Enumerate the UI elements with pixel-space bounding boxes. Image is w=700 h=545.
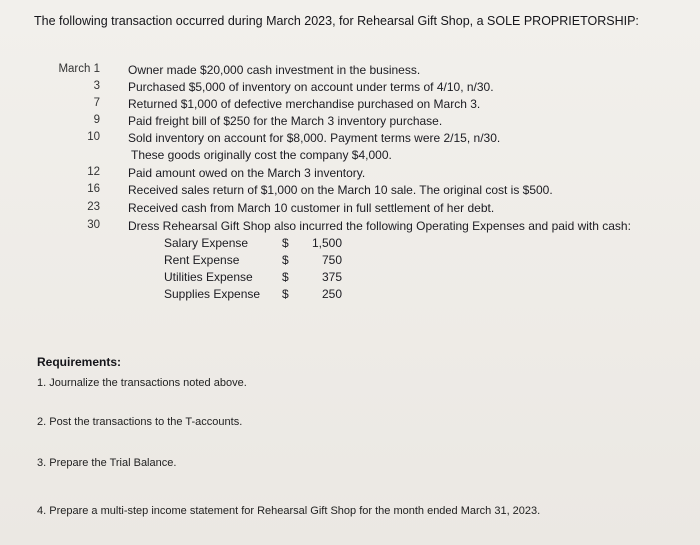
transaction-date: 16 [87, 183, 100, 195]
transaction-text: Received cash from March 10 customer in full settlement of her debt. [128, 201, 495, 215]
expense-amount: 1,500 [311, 236, 342, 250]
expense-label: Rent Expense [164, 253, 240, 267]
transaction-text: Sold inventory on account for $8,000. Payment terms were 2/15, n/30. [128, 131, 501, 145]
expense-label: Salary Expense [164, 236, 249, 250]
transaction-date: 7 [93, 97, 100, 109]
transaction-text: Purchased $5,000 of inventory on account under terms of 4/10, n/30. [128, 80, 494, 94]
transaction-date: 3 [93, 80, 100, 92]
transaction-date: 10 [87, 131, 100, 143]
transaction-date: 30 [87, 219, 100, 231]
expense-currency: $ [282, 253, 289, 267]
problem-title: The following transaction occurred during March 2023, for Rehearsal Gift Shop, a SOLE PROPRIETORSHIP: [34, 14, 639, 28]
expense-label: Utilities Expense [164, 270, 253, 284]
requirement-item: 3. Prepare the Trial Balance. [37, 457, 177, 469]
requirement-item: 2. Post the transactions to the T-accounts. [37, 416, 243, 428]
expense-label: Supplies Expense [164, 287, 261, 301]
transaction-text: Paid freight bill of $250 for the March 3 inventory purchase. [128, 114, 443, 128]
transaction-date: March 1 [58, 63, 100, 75]
requirements-heading: Requirements: [37, 355, 122, 369]
expense-currency: $ [282, 287, 289, 301]
transaction-text: Owner made $20,000 cash investment in the business. [128, 63, 421, 77]
transaction-text: Paid amount owed on the March 3 inventory. [128, 166, 366, 180]
transaction-text: Returned $1,000 of defective merchandise purchased on March 3. [128, 97, 481, 111]
requirement-item: 4. Prepare a multi-step income statement for Rehearsal Gift Shop for the month ended March 31, 2023. [37, 505, 541, 517]
expense-currency: $ [282, 270, 289, 284]
expense-amount: 250 [321, 287, 342, 301]
expense-currency: $ [282, 236, 289, 250]
transaction-text: Dress Rehearsal Gift Shop also incurred the following Operating Expenses and paid with cash: [128, 219, 631, 233]
transaction-text: These goods originally cost the company $4,000. [131, 148, 392, 162]
requirement-item: 1. Journalize the transactions noted above. [37, 377, 247, 389]
transaction-date: 12 [87, 166, 100, 178]
expense-amount: 750 [321, 253, 342, 267]
transaction-date: 23 [87, 201, 100, 213]
transaction-text: Received sales return of $1,000 on the March 10 sale. The original cost is $500. [128, 183, 553, 197]
transaction-date: 9 [93, 114, 100, 126]
expense-amount: 375 [321, 270, 342, 284]
